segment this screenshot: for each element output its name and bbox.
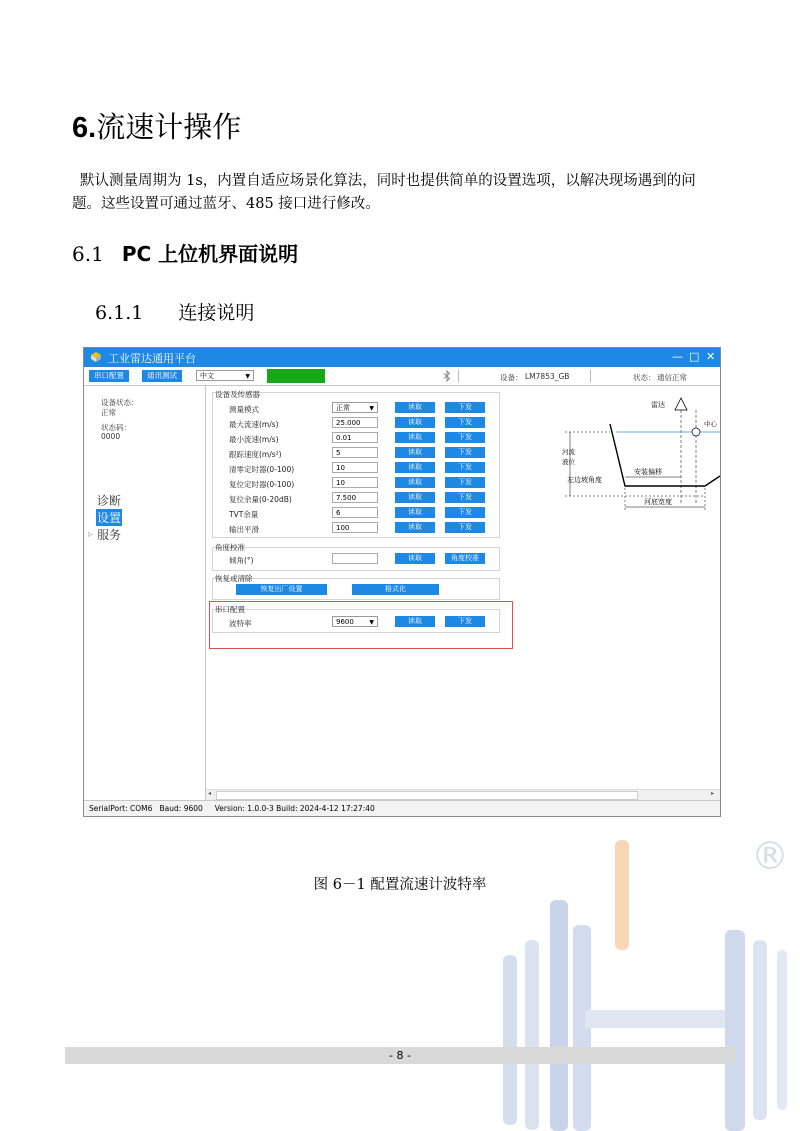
heading-1-number: 6. bbox=[72, 112, 97, 144]
device-state-value: 正常 bbox=[101, 408, 116, 417]
send-button[interactable]: 下发 bbox=[445, 447, 485, 458]
center-marker bbox=[692, 428, 700, 436]
heading-2 bbox=[72, 238, 298, 267]
restore-group-title: 恢复或清除 bbox=[215, 574, 253, 583]
send-button[interactable]: 下发 bbox=[445, 522, 485, 533]
app-window bbox=[83, 347, 721, 817]
format-button[interactable]: 格式化 bbox=[352, 584, 439, 595]
comm-test-button[interactable]: 通讯测试 bbox=[142, 370, 182, 382]
bluetooth-icon bbox=[441, 370, 453, 382]
expand-icon[interactable]: ▷ bbox=[88, 531, 93, 538]
angle-input[interactable] bbox=[332, 553, 378, 564]
min-speed-input[interactable]: 0.01 bbox=[332, 432, 378, 443]
device-sensor-title: 设备及传感器 bbox=[215, 390, 260, 399]
maximize-icon[interactable]: □ bbox=[689, 350, 700, 363]
baud-send-button[interactable]: 下发 bbox=[445, 616, 485, 627]
left-angle-label: 左边坡角度 bbox=[567, 476, 602, 484]
send-button[interactable]: 下发 bbox=[445, 432, 485, 443]
status-bar bbox=[84, 800, 720, 817]
minimize-icon[interactable]: — bbox=[672, 350, 683, 363]
width-label: 河底宽度 bbox=[644, 498, 672, 506]
page-number: - 8 - bbox=[65, 1047, 735, 1064]
send-button[interactable]: 下发 bbox=[445, 462, 485, 473]
read-button[interactable]: 读取 bbox=[395, 447, 435, 458]
read-button[interactable]: 读取 bbox=[395, 477, 435, 488]
heading-1 bbox=[72, 105, 241, 146]
heading-2-text: PC 上位机界面说明 bbox=[121, 242, 299, 266]
heading-3-number: 6.1.1 bbox=[95, 302, 144, 324]
chevron-down-icon: ▼ bbox=[369, 619, 374, 626]
state-label: 状态： bbox=[633, 373, 656, 382]
scroll-thumb[interactable] bbox=[216, 791, 638, 800]
language-value: 中文 bbox=[200, 372, 214, 380]
max-speed-input[interactable]: 25.000 bbox=[332, 417, 378, 428]
row-label: 复位余量(0-20dB) bbox=[229, 495, 292, 504]
center-label: 中心 bbox=[704, 420, 717, 428]
toolbar-divider-2 bbox=[590, 370, 591, 382]
heading-2-number: 6.1 bbox=[72, 242, 104, 266]
angle-read-button[interactable]: 读取 bbox=[395, 553, 435, 564]
row-label: 复位定时器(0-100) bbox=[229, 480, 295, 489]
state-value: 通信正常 bbox=[657, 373, 687, 382]
row-label: 最小流速(m/s) bbox=[229, 435, 279, 444]
send-button[interactable]: 下发 bbox=[445, 507, 485, 518]
chevron-down-icon: ▼ bbox=[369, 405, 374, 412]
scroll-left-icon[interactable]: ◂ bbox=[208, 790, 212, 797]
language-select[interactable] bbox=[196, 370, 254, 381]
status-text: SerialPort: COM6 Baud: 9600 Version: 1.0.0-3 Build: 2024-4-12 17:27:40 bbox=[89, 804, 375, 813]
registered-mark: ® bbox=[751, 834, 789, 878]
heading-3-text: 连接说明 bbox=[178, 302, 255, 324]
read-button[interactable]: 读取 bbox=[395, 492, 435, 503]
row-label: TVT余量 bbox=[229, 510, 259, 519]
angle-group-title: 角度校准 bbox=[215, 543, 245, 552]
connection-indicator bbox=[267, 369, 325, 383]
radar-icon bbox=[675, 398, 687, 410]
device-value: LM7853_GB bbox=[525, 372, 570, 381]
highlight-box bbox=[209, 601, 513, 649]
water-level-label-2: 液位 bbox=[562, 458, 575, 466]
read-button[interactable]: 读取 bbox=[395, 507, 435, 518]
row-label: 最大流速(m/s) bbox=[229, 420, 279, 429]
mode-select[interactable] bbox=[332, 402, 378, 413]
state-code-value: 0000 bbox=[101, 432, 121, 441]
title-bar bbox=[84, 348, 720, 367]
heading-1-text: 流速计操作 bbox=[96, 110, 242, 144]
nav-diagnose[interactable]: 诊断 bbox=[97, 494, 122, 508]
row-label: 输出平滑 bbox=[229, 525, 259, 534]
output-smooth-input[interactable]: 100 bbox=[332, 522, 378, 533]
chevron-down-icon: ▼ bbox=[245, 373, 250, 380]
offset-label: 安装偏移 bbox=[634, 468, 662, 476]
read-button[interactable]: 读取 bbox=[395, 402, 435, 413]
angle-label: 倾角(°) bbox=[229, 556, 254, 565]
tvt-margin-input[interactable]: 6 bbox=[332, 507, 378, 518]
reset-timer-input[interactable]: 10 bbox=[332, 477, 378, 488]
mode-value: 正常 bbox=[336, 404, 350, 412]
scroll-right-icon[interactable]: ▸ bbox=[711, 790, 715, 797]
radar-label: 雷达 bbox=[651, 401, 665, 409]
factory-reset-button[interactable]: 恢复出厂设置 bbox=[236, 584, 327, 595]
app-logo-icon bbox=[90, 351, 102, 363]
send-button[interactable]: 下发 bbox=[445, 402, 485, 413]
baud-value: 9600 bbox=[336, 618, 354, 626]
horizontal-scrollbar[interactable] bbox=[206, 789, 720, 800]
send-button[interactable]: 下发 bbox=[445, 477, 485, 488]
serial-config-button[interactable]: 串口配置 bbox=[89, 370, 129, 382]
track-speed-input[interactable]: 5 bbox=[332, 447, 378, 458]
reset-margin-input[interactable]: 7.500 bbox=[332, 492, 378, 503]
toolbar bbox=[84, 367, 720, 386]
device-state-label: 设备状态： bbox=[101, 398, 139, 407]
intro-paragraph: 默认测量周期为 1s，内置自适应场景化算法，同时也提供简单的设置选项，以解决现场遇到的问题。这些设置可通过蓝牙、485 接口进行修改。 bbox=[72, 173, 696, 212]
read-button[interactable]: 读取 bbox=[395, 462, 435, 473]
nav-settings[interactable]: 设置 bbox=[97, 511, 122, 525]
read-button[interactable]: 读取 bbox=[395, 522, 435, 533]
water-level-label-1: 河流 bbox=[562, 448, 575, 456]
clear-timer-input[interactable]: 10 bbox=[332, 462, 378, 473]
heading-3 bbox=[95, 298, 254, 325]
read-button[interactable]: 读取 bbox=[395, 417, 435, 428]
state-code-label: 状态码： bbox=[101, 423, 131, 432]
row-label: 跟踪速度(m/s²) bbox=[229, 450, 282, 459]
read-button[interactable]: 读取 bbox=[395, 432, 435, 443]
river-bed bbox=[610, 424, 720, 486]
toolbar-divider bbox=[458, 370, 459, 382]
send-button[interactable]: 下发 bbox=[445, 492, 485, 503]
row-label: 清零定时器(0-100) bbox=[229, 465, 295, 474]
app-title: 工业雷达通用平台 bbox=[108, 352, 196, 365]
left-panel bbox=[84, 386, 206, 800]
river-diagram bbox=[510, 388, 720, 528]
baud-label: 波特率 bbox=[229, 619, 252, 628]
device-label: 设备： bbox=[500, 373, 523, 382]
nav-service[interactable]: 服务 bbox=[97, 528, 122, 542]
angle-calibrate-button[interactable]: 角度校准 bbox=[445, 553, 485, 564]
row-label: 测量模式 bbox=[229, 405, 259, 414]
serial-group-title: 串口配置 bbox=[215, 605, 245, 614]
close-icon[interactable]: ✕ bbox=[706, 350, 716, 363]
figure-caption: 图 6－1 配置流速计波特率 bbox=[313, 877, 487, 893]
baud-read-button[interactable]: 读取 bbox=[395, 616, 435, 627]
send-button[interactable]: 下发 bbox=[445, 417, 485, 428]
